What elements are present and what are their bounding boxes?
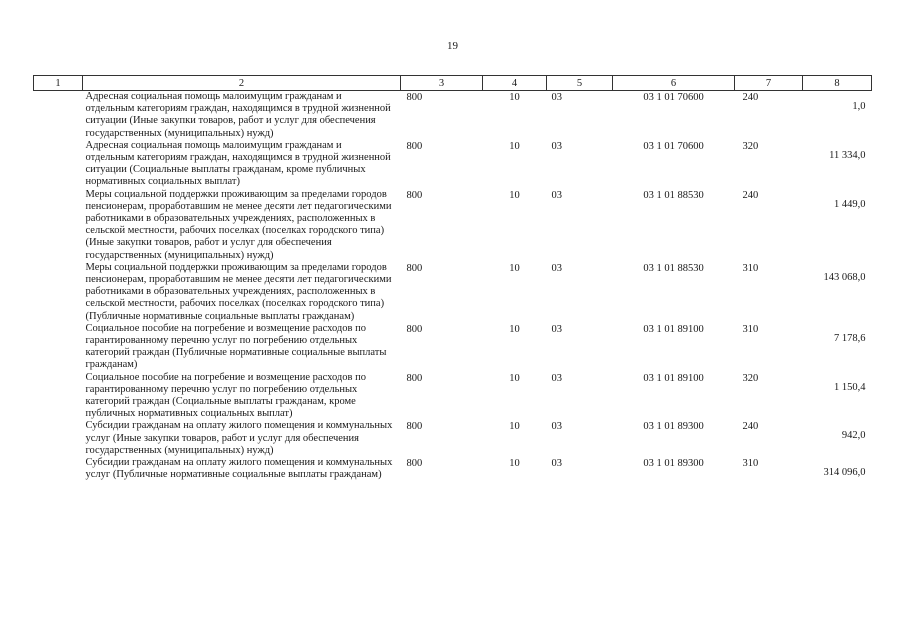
cell-expense-type: 240	[742, 92, 759, 103]
column-header-2: 2	[83, 76, 401, 91]
cell-amount: 1,0	[852, 101, 866, 112]
cell-target-code: 03 1 01 70600	[643, 140, 704, 152]
cell-name: Адресная социальная помощь малоимущим гражданам и отдельным категориям граждан, находящимся в трудной жизненной ситуации (Социальные выплаты гражданам, кроме публичных нормативных социальных выплат)	[85, 139, 391, 188]
cell-col1	[34, 457, 83, 481]
table-row	[34, 91, 872, 140]
cell-section-code: 10	[509, 323, 520, 335]
cell-ministry-code: 800	[406, 458, 423, 470]
cell-target-code: 03 1 01 89300	[643, 421, 704, 433]
table-body	[34, 91, 872, 482]
table-row	[34, 372, 872, 421]
cell-expense-type: 240	[742, 189, 759, 201]
cell-expense-type: 310	[742, 323, 759, 335]
table-row	[34, 457, 872, 481]
cell-name: Субсидии гражданам на оплату жилого помещения и коммунальных услуг (Публичные нормативные социальные выплаты гражданам)	[85, 457, 393, 481]
cell-amount: 7 178,6	[834, 332, 866, 344]
cell-name: Адресная социальная помощь малоимущим гражданам и отдельным категориям граждан, находящимся в трудной жизненной ситуации (Иные закупки товаров, работ и услуг для обеспечения государственных (муниципальных) нужд)	[85, 91, 391, 139]
table-row	[34, 262, 872, 323]
cell-name: Социальное пособие на погребение и возмещение расходов по гарантированному перечню услуг по погребению отдельных категорий граждан (Публичные нормативные социальные выплаты гражданам)	[85, 322, 387, 371]
cell-subsection-code: 03	[551, 262, 562, 274]
cell-name: Социальное пособие на погребение и возмещение расходов по гарантированному перечню услуг по погребению отдельных категорий граждан (Социальные выплаты гражданам, кроме публичных нормативных социальных выплат)	[85, 371, 366, 420]
cell-subsection-code: 03	[551, 140, 562, 152]
cell-expense-type: 310	[742, 262, 759, 274]
cell-section-code: 10	[509, 262, 520, 274]
header-row	[34, 76, 872, 91]
cell-name: Субсидии гражданам на оплату жилого помещения и коммунальных услуг (Иные закупки товаров, работ и услуг для обеспечения государственных (муниципальных) нужд)	[85, 420, 393, 456]
column-header-6: 6	[613, 76, 735, 91]
cell-target-code: 03 1 01 89100	[643, 323, 704, 335]
column-header-1: 1	[34, 76, 83, 91]
cell-section-code: 10	[509, 372, 520, 384]
budget-table	[33, 75, 872, 482]
cell-subsection-code: 03	[551, 372, 562, 384]
cell-expense-type: 320	[742, 140, 759, 152]
cell-section-code: 10	[509, 421, 520, 433]
page-number: 19	[447, 40, 458, 52]
cell-target-code: 03 1 01 88530	[643, 262, 704, 274]
cell-amount: 1 150,4	[834, 381, 866, 393]
column-header-8: 8	[803, 76, 872, 91]
cell-col1	[34, 189, 83, 262]
cell-ministry-code: 800	[406, 372, 423, 384]
cell-ministry-code: 800	[406, 421, 423, 433]
cell-section-code: 10	[509, 189, 520, 201]
cell-target-code: 03 1 01 89300	[643, 458, 704, 470]
cell-target-code: 03 1 01 88530	[643, 189, 704, 201]
cell-col1	[34, 420, 83, 457]
column-header-4: 4	[483, 76, 547, 91]
cell-target-code: 03 1 01 89100	[643, 372, 704, 384]
cell-expense-type: 320	[742, 372, 759, 384]
column-header-5: 5	[547, 76, 613, 91]
cell-subsection-code: 03	[551, 323, 562, 335]
cell-subsection-code: 03	[551, 92, 562, 103]
cell-name: Меры социальной поддержки проживающим за пределами городов пенсионерам, проработавшим не менее десяти лет педагогическими работниками в образовательных учреждениях, расположенных в сельской местности, рабочих поселках (поселках городского типа) (Иные закупки товаров, работ и услуг для обеспечения государственных (муниципальных) нужд)	[85, 188, 392, 261]
table-row	[34, 189, 872, 262]
cell-expense-type: 310	[742, 458, 759, 470]
cell-amount: 1 449,0	[834, 198, 866, 210]
cell-amount: 11 334,0	[829, 149, 866, 161]
table-row	[34, 420, 872, 457]
table-row	[34, 140, 872, 189]
cell-subsection-code: 03	[551, 421, 562, 433]
cell-subsection-code: 03	[551, 458, 562, 470]
cell-col1	[34, 323, 83, 372]
cell-col1	[34, 262, 83, 323]
cell-amount: 942,0	[841, 430, 866, 442]
cell-section-code: 10	[509, 92, 520, 103]
cell-ministry-code: 800	[406, 323, 423, 335]
cell-ministry-code: 800	[406, 92, 423, 103]
cell-ministry-code: 800	[406, 140, 423, 152]
column-header-7: 7	[735, 76, 803, 91]
cell-ministry-code: 800	[406, 189, 423, 201]
cell-name: Меры социальной поддержки проживающим за пределами городов пенсионерам, проработавшим не менее десяти лет педагогическими работниками в образовательных учреждениях, расположенных в сельской местности, рабочих поселках (поселках городского типа) (Публичные нормативные социальные выплаты гражданам)	[85, 261, 392, 322]
cell-subsection-code: 03	[551, 189, 562, 201]
cell-col1	[34, 140, 83, 189]
table-header	[34, 76, 872, 91]
cell-col1	[34, 372, 83, 421]
cell-amount: 143 068,0	[823, 271, 866, 283]
column-header-3: 3	[401, 76, 483, 91]
cell-section-code: 10	[509, 140, 520, 152]
cell-amount: 314 096,0	[823, 467, 866, 479]
table-row	[34, 323, 872, 372]
cell-ministry-code: 800	[406, 262, 423, 274]
cell-target-code: 03 1 01 70600	[643, 92, 704, 103]
cell-expense-type: 240	[742, 421, 759, 433]
cell-col1	[34, 91, 83, 140]
cell-section-code: 10	[509, 458, 520, 470]
